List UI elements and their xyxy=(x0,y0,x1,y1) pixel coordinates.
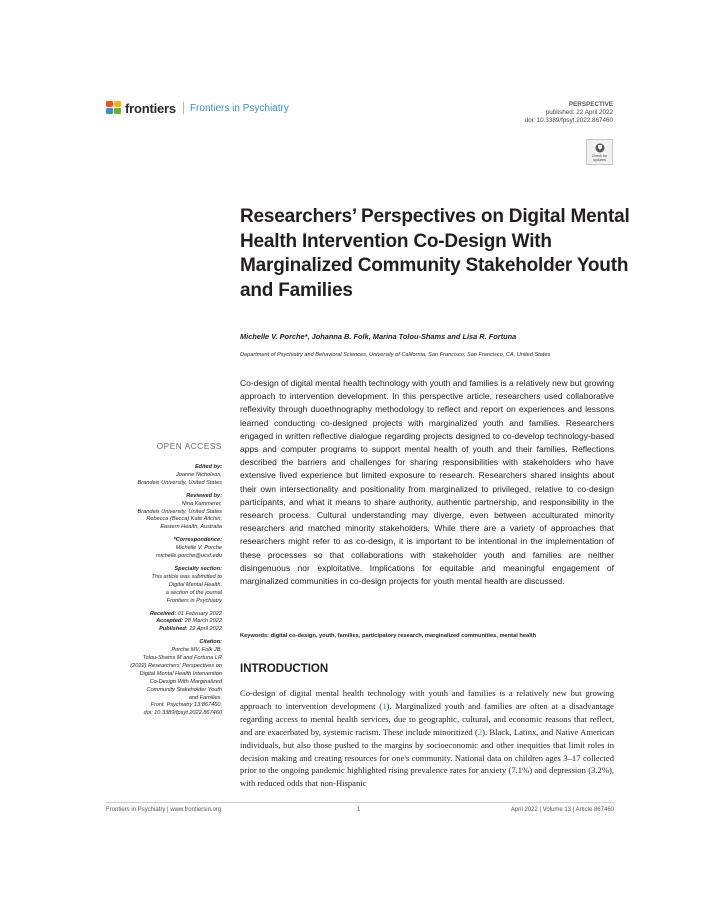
logo-divider xyxy=(183,102,184,114)
article-type: PERSPECTIVE xyxy=(568,101,613,108)
edited-by: Edited by: Joanne Nicholson, Brandeis University, United States xyxy=(137,464,222,486)
check-updates-icon xyxy=(595,143,605,153)
article-title: Researchers’ Perspectives on Digital Mental Health Intervention Co-Design With Marginalized Community Stakeholder Youth and Families xyxy=(240,206,630,301)
footer-journal-link[interactable]: Frontiers in Psychiatry | www.frontiersin.org xyxy=(106,807,222,813)
author-affiliation: Department of Psychiatry and Behavioral Sciences, University of California, San Francisco, San Francisco, CA, United States xyxy=(240,352,551,358)
citation-link-2[interactable]: 2 xyxy=(477,726,483,737)
journal-name[interactable]: Frontiers in Psychiatry xyxy=(189,102,289,114)
open-access-label: OPEN ACCESS xyxy=(156,442,222,451)
author-list[interactable]: Michelle V. Porche*, Johanna B. Folk, Marina Tolou-Shams and Lisa R. Fortuna xyxy=(240,332,517,341)
published-date: published: 22 April 2022 xyxy=(545,109,613,116)
article-info-sidebar xyxy=(92,464,222,723)
correspondence-email[interactable]: michelle.porche@ucsf.edu xyxy=(156,553,222,560)
page-number: 1 xyxy=(357,807,361,813)
citation-doi[interactable]: doi: 10.3389/fpsyt.2022.867460 xyxy=(143,710,222,717)
citation: Citation: Porche MV, Folk JB, Tolou-Shams M and Fortuna LR (2022) Researchers’ Perspectives on Digital Mental Health Intervention Co-Design With Marginalized Community Stakeholder Youth and Families. Front. Psychiatry 13:867460. doi: 10.3389/fpsyt.2022.867460 xyxy=(92,639,222,718)
footer-divider xyxy=(106,802,614,803)
footer-issue-info: April 2022 | Volume 13 | Article 867460 xyxy=(510,807,614,813)
specialty-section: Specialty section: This article was submitted to Digital Mental Health, a section of the journal Frontiers in Psychiatry xyxy=(151,565,222,604)
check-for-updates-button[interactable] xyxy=(586,139,613,165)
frontiers-logo[interactable] xyxy=(106,100,289,116)
frontiers-logo-icon xyxy=(106,101,122,115)
article-meta xyxy=(525,101,613,125)
introduction-paragraph: Co-design of digital mental health technology with youth and families is a relatively new but growing approach to intervention development (1). Marginalized youth and families are often at a disadvantage regarding access to mental health services, due to geographic, cultural, and economic reasons that reflect, and are exacerbated by, systemic racism. These include minoritized (2). Black, Latinx, and Native American individuals, but also those pushed to the margins by socioeconomic and other inequities that limit roles in decision making and creating resources for one's community. National data on children ages 3–17 collected prior to the ongoing pandemic highlighted rising prevalence rates for anxiety (7.1%) and depression (3.2%), with reduced odds that non-Hispanic xyxy=(240,688,615,789)
section-heading-introduction: INTRODUCTION xyxy=(240,663,329,675)
abstract-text: Co-design of digital mental health technology with youth and families is a relatively new but growing approach to intervention development. In this perspective article, researchers used collaborative reflexivity through duoethnography methodology to reflect and report on experiences and lessons learned conducting co-designed projects with marginalized youth and families. Researchers engaged in written reflective dialogue regarding projects designed to co-develop technology-based apps and computer programs to support mental health of youth and their families. Reflections described the barriers and challenges for sharing responsibilities with stakeholders who have extensive lived experience but limited exposure to research. Researchers shared insights about their own intersectionality and positionality from marginalized to privileged, relative to co-design participants, and what it means to share authority, authentic partnership, and responsibility in the research process. Cultural understanding may diverge, even between acculturated minority researchers and matched minority stakeholders. While there are a variety of approaches that researchers might refer to as co-design, it is important to be intentional in the implementation of these processes so that collaborations with stakeholder youth and families are neither disingenuous nor exploitative. Implications for equitable and meaningful engagement of marginalized communities in co-design projects for youth mental health are discussed. xyxy=(240,378,614,587)
article-doi[interactable]: doi: 10.3389/fpsyt.2022.867460 xyxy=(524,117,613,124)
check-updates-label: Check for updates xyxy=(591,154,608,162)
brand-name: frontiers xyxy=(125,100,176,116)
article-dates: Received: 01 February 2022 Accepted: 28 March 2022 Published: 22 April 2022 xyxy=(149,610,222,633)
keywords: Keywords: digital co-design, youth, families, participatory research, marginalized communities, mental health xyxy=(240,633,537,639)
citation-link-1[interactable]: 1 xyxy=(382,700,387,711)
reviewed-by: Reviewed by: Nina Kammerer, Brandeis University, United States Rebecca (Becca) Kate Aitchin, Eastern Health, Australia xyxy=(137,492,222,531)
correspondence: *Correspondence: Michelle V. Porche michelle.porche@ucsf.edu xyxy=(92,537,222,561)
